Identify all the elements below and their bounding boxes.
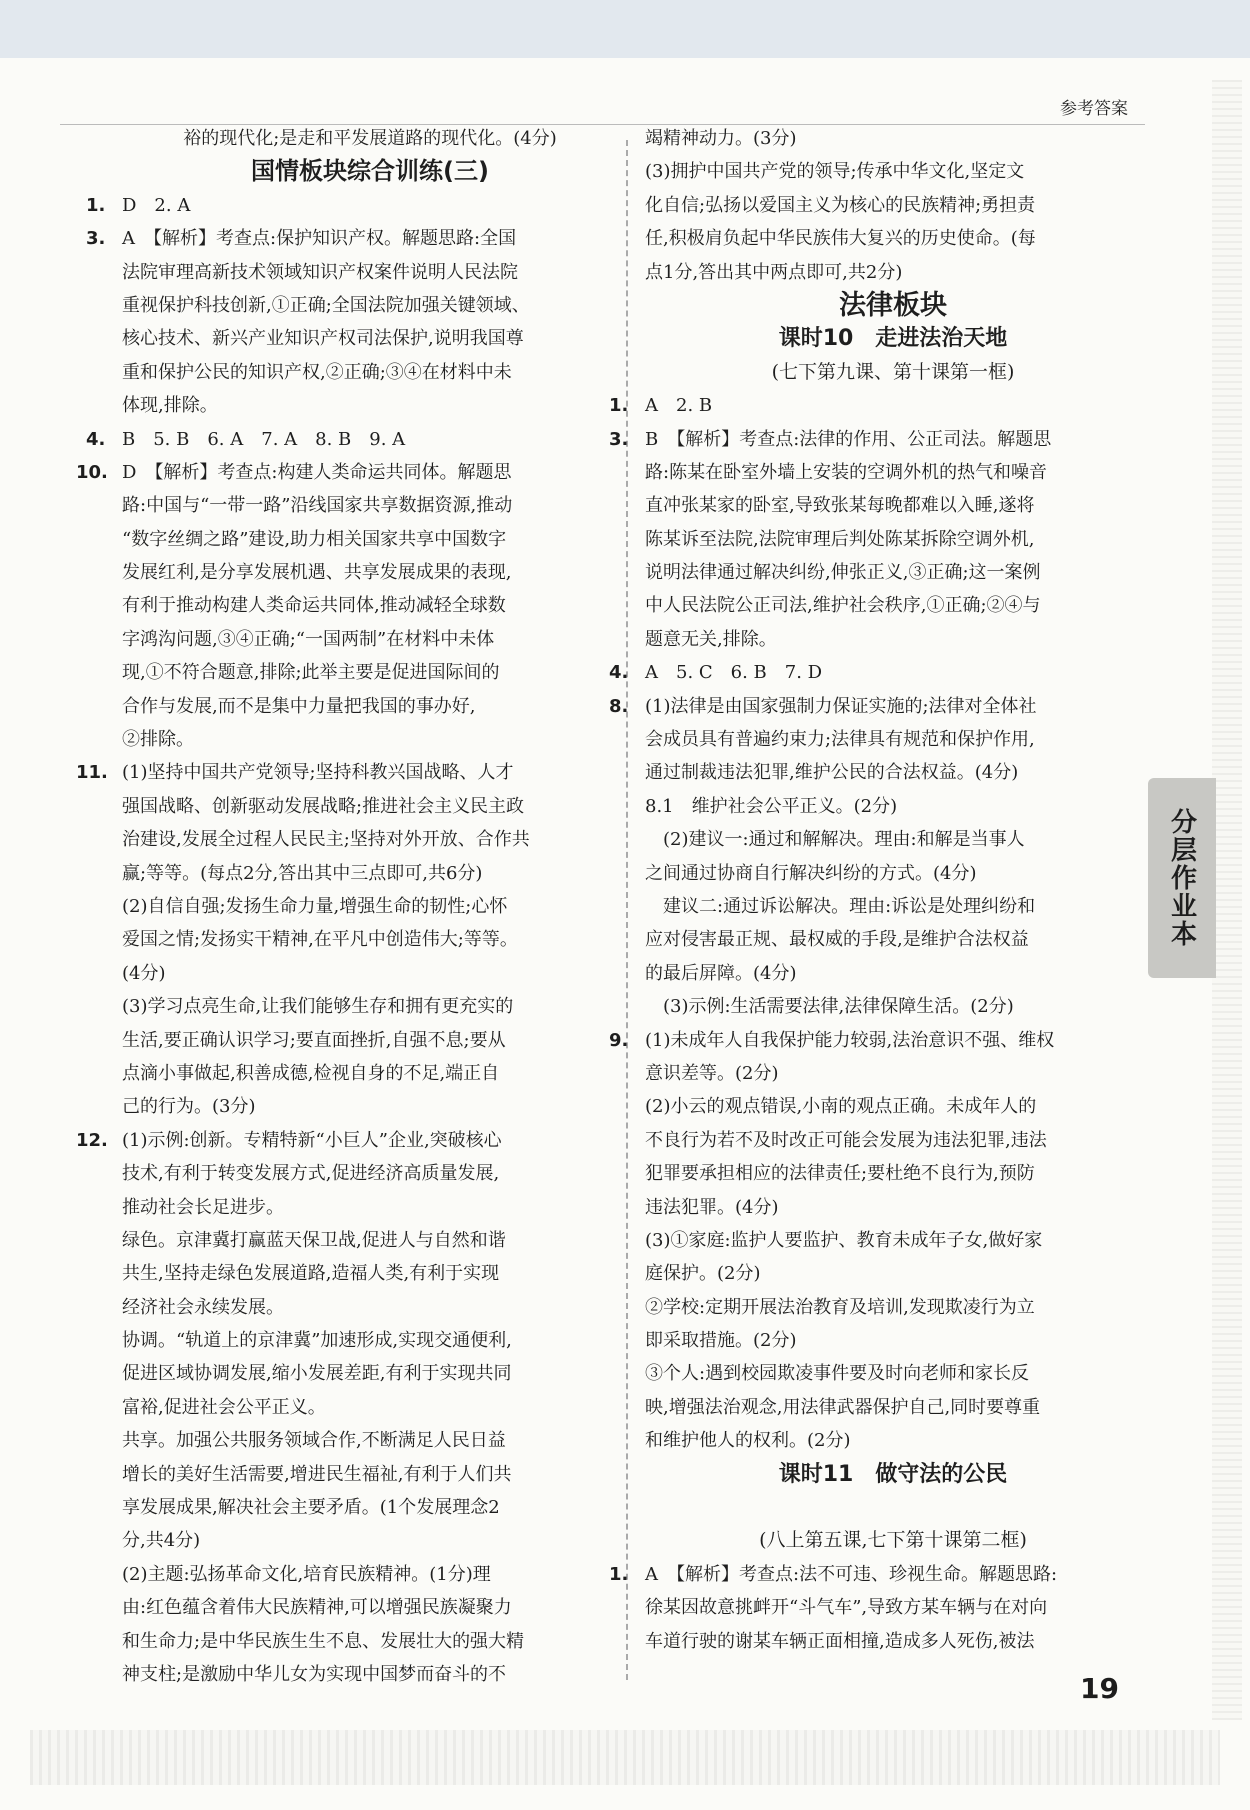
line-text: D 【解析】考查点:构建人类命运共同体。解题思 [122,461,512,483]
text-line [86,222,618,255]
line-text: (3)示例:生活需要法律,法律保障生活。(2分) [645,996,1014,1018]
line-text: 任,积极肩负起中华民族伟大复兴的历史使命。(每 [645,228,1036,250]
text-line [122,890,618,923]
line-text: 字鸿沟问题,③④正确;“一国两制”在材料中未体 [122,628,495,650]
question-number: 10. [76,461,108,483]
line-text: 意识差等。(2分) [645,1062,779,1084]
text-line [645,322,1141,355]
line-text: (3)①家庭:监护人要监护、教育未成年子女,做好家 [645,1229,1043,1251]
line-text: “数字丝绸之路”建设,助力相关国家共享中国数字 [122,528,507,550]
text-line [645,1591,1141,1624]
text-line [645,1625,1141,1658]
text-line [645,1324,1141,1357]
line-text: (1)未成年人自我保护能力较弱,法治意识不强、维权 [645,1029,1055,1051]
question-number: 9. [609,1029,629,1051]
text-line [122,1658,618,1691]
left-column [76,122,618,1691]
line-text: 化自信;弘扬以爱国主义为核心的民族精神;勇担责 [645,194,1036,216]
line-text: 有利于推动构建人类命运共同体,推动减轻全球数 [122,595,506,617]
line-text: 爱国之情;发扬实干精神,在平凡中创造伟大;等等。 [122,929,518,951]
line-text: 题意无关,排除。 [645,628,777,650]
scan-top-band [0,0,1250,58]
text-line [609,423,1141,456]
text-line [76,756,618,789]
text-line [122,1324,618,1357]
text-line [645,589,1141,622]
text-line [122,589,618,622]
question-number: 1. [609,1563,629,1585]
text-line [645,823,1141,856]
text-line [609,389,1141,422]
line-text: 核心技术、新兴产业知识产权司法保护,说明我国尊 [122,328,524,350]
line-text: 8.1 维护社会公平正义。(2分) [645,795,898,817]
text-line [609,1024,1141,1057]
line-text: A 2. B [645,395,713,417]
line-text: B 【解析】考查点:法律的作用、公正司法。解题思 [645,428,1052,450]
line-text: 课时10 走进法治天地 [778,326,1008,352]
line-text: (4分) [122,962,166,984]
line-text: (3)学习点亮生命,让我们能够生存和拥有更充实的 [122,996,514,1018]
text-line [645,1458,1141,1491]
line-text: 神支柱;是激励中华儿女为实现中国梦而奋斗的不 [122,1663,507,1685]
text-line [645,990,1141,1023]
line-text: 不良行为若不及时改正可能会发展为违法犯罪,违法 [645,1129,1047,1151]
text-line [122,556,618,589]
line-text: 路:中国与“一带一路”沿线国家共享数据资源,推动 [122,495,513,517]
question-number: 8. [609,695,629,717]
line-text: 和维护他人的权利。(2分) [645,1430,851,1452]
line-text: 直冲张某家的卧室,导致张某每晚都难以入睡,遂将 [645,495,1035,517]
text-line [122,389,618,422]
text-line [122,723,618,756]
line-text: 映,增强法治观念,用法律武器保护自己,同时要尊重 [645,1396,1041,1418]
line-text: 促进区域协调发展,缩小发展差距,有利于实现共同 [122,1363,512,1385]
line-text: B 5. B 6. A 7. A 8. B 9. A [122,428,406,450]
text-line [645,1124,1141,1157]
page-header-title: 参考答案 [1060,99,1128,119]
text-line [645,1157,1141,1190]
line-text: 犯罪要承担相应的法律责任;要杜绝不良行为,预防 [645,1163,1035,1185]
text-line [609,690,1141,723]
text-line [122,1591,618,1624]
line-text: 共生,坚持走绿色发展道路,造福人类,有利于实现 [122,1263,500,1285]
line-text: (2)自信自强;发扬生命力量,增强生命的韧性;心怀 [122,895,508,917]
text-line [122,1625,618,1658]
text-line [645,623,1141,656]
line-text: 应对侵害最正规、最权威的手段,是维护合法权益 [645,929,1029,951]
line-text: 共享。加强公共服务领域合作,不断满足人民日益 [122,1430,506,1452]
text-line [122,857,618,890]
question-number: 4. [86,428,106,450]
line-text: 中人民法院公正司法,维护社会秩序,①正确;②④与 [645,595,1041,617]
line-text: 生活,要正确认识学习;要直面挫折,自强不息;要从 [122,1029,506,1051]
line-text: 竭精神动力。(3分) [645,128,797,149]
line-text: 建议二:通过诉讼解决。理由:诉讼是处理纠纷和 [645,895,1036,917]
line-text: (八上第五课,七下第十课第二框) [759,1529,1027,1552]
text-line [122,1524,618,1557]
text-line [609,656,1141,689]
line-text: 车道行驶的谢某车辆正面相撞,造成多人死伤,被法 [645,1630,1035,1652]
text-line [122,1357,618,1390]
text-line [645,122,1141,155]
line-text: 陈某诉至法院,法院审理后判处陈某拆除空调外机, [645,528,1035,550]
text-line [122,1424,618,1457]
text-line [122,1491,618,1524]
line-text: 己的行为。(3分) [122,1096,256,1118]
text-line [122,1191,618,1224]
text-line [122,1458,618,1491]
text-line [645,222,1141,255]
text-line [122,489,618,522]
text-line [122,356,618,389]
text-line [122,256,618,289]
line-text: 发展红利,是分享发展机遇、共享发展成果的表现, [122,562,512,584]
text-line [645,923,1141,956]
text-line [122,1157,618,1190]
text-line [645,790,1141,823]
text-line [645,1191,1141,1224]
line-text: A 【解析】考查点:法不可违、珍视生命。解题思路: [645,1563,1058,1585]
line-text: 国情板块综合训练(三) [251,157,489,186]
line-text: 协调。“轨道上的京津冀”加速形成,实现交通便利, [122,1330,512,1352]
question-number: 11. [76,762,108,784]
text-line [645,957,1141,990]
column-divider [626,140,628,1680]
text-line [122,790,618,823]
text-line [645,1391,1141,1424]
text-line [645,857,1141,890]
page-number: 19 [1080,1672,1119,1705]
text-line [609,1558,1141,1591]
text-line [76,456,618,489]
text-line [645,523,1141,556]
line-text: 法律板块 [839,289,947,321]
question-number: 4. [609,662,629,684]
line-text: A 【解析】考查点:保护知识产权。解题思路:全国 [122,228,517,250]
text-line [122,1257,618,1290]
text-line [122,1090,618,1123]
line-text: 赢;等等。(每点2分,答出其中三点即可,共6分) [122,862,483,884]
text-line [122,1558,618,1591]
text-line [86,423,618,456]
line-text: (2)建议一:通过和解解决。理由:和解是当事人 [645,829,1025,851]
line-text: 强国战略、创新驱动发展战略;推进社会主义民主政 [122,795,525,817]
question-number: 1. [609,395,629,417]
text-line [122,623,618,656]
text-line [122,1057,618,1090]
text-line [645,1224,1141,1257]
line-text: 技术,有利于转变发展方式,促进经济高质量发展, [122,1163,500,1185]
text-line [122,1391,618,1424]
line-text: 通过制裁违法犯罪,维护公民的合法权益。(4分) [645,762,1019,784]
text-line [122,1291,618,1324]
text-line [122,990,618,1023]
line-text: ②排除。 [122,729,194,751]
line-text: (1)法律是由国家强制力保证实施的;法律对全体社 [645,695,1037,717]
text-line [645,890,1141,923]
line-text: 的最后屏障。(4分) [645,962,797,984]
text-line [645,1257,1141,1290]
line-text: (1)示例:创新。专精特新“小巨人”企业,突破核心 [122,1129,502,1151]
line-text: 裕的现代化;是走和平发展道路的现代化。(4分) [183,128,557,149]
line-text: (3)拥护中国共产党的领导;传承中华文化,坚定文 [645,161,1025,183]
line-text: 合作与发展,而不是集中力量把我国的事办好, [122,695,476,717]
text-line [122,122,618,155]
line-text: A 5. C 6. B 7. D [645,662,823,684]
text-line [645,155,1141,188]
line-text: 享发展成果,解决社会主要矛盾。(1个发展理念2 [122,1497,500,1519]
text-line [122,289,618,322]
line-text: 分,共4分) [122,1530,201,1552]
line-text: 现,①不符合题意,排除;此举主要是促进国际间的 [122,662,500,684]
text-line [645,256,1141,289]
line-text: 之间通过协商自行解决纠纷的方式。(4分) [645,862,977,884]
text-line [122,1024,618,1057]
scan-bottom-noise [30,1730,1220,1785]
line-text: (1)坚持中国共产党领导;坚持科教兴国战略、人才 [122,762,514,784]
text-line [122,523,618,556]
text-line [645,1291,1141,1324]
line-text: D 2. A [122,194,191,216]
line-text: 增长的美好生活需要,增进民生福祉,有利于人们共 [122,1463,512,1485]
text-line [122,923,618,956]
text-line [645,556,1141,589]
line-text: (2)主题:弘扬革命文化,培育民族精神。(1分)理 [122,1563,491,1585]
line-text: 庭保护。(2分) [645,1263,761,1285]
text-line [86,189,618,222]
text-line [645,189,1141,222]
line-text: (2)小云的观点错误,小南的观点正确。未成年人的 [645,1096,1037,1118]
text-line [122,155,618,188]
line-text: 经济社会永续发展。 [122,1296,284,1318]
text-line [122,656,618,689]
question-number: 1. [86,194,106,216]
text-line [645,456,1141,489]
line-text: 体现,排除。 [122,395,218,417]
scan-edge-noise [1212,80,1242,1720]
line-text: 富裕,促进社会公平正义。 [122,1396,326,1418]
line-text: 治建设,发展全过程人民民主;坚持对外开放、合作共 [122,829,530,851]
line-text: 即采取措施。(2分) [645,1330,797,1352]
line-text: 徐某因故意挑衅开“斗气车”,导致方某车辆与在对向 [645,1597,1048,1619]
text-line [122,1224,618,1257]
line-text: ③个人:遇到校园欺凌事件要及时向老师和家长反 [645,1363,1030,1385]
question-number: 3. [609,428,629,450]
line-text: 点滴小事做起,积善成德,检视自身的不足,端正自 [122,1062,500,1084]
text-line [645,1491,1141,1524]
line-text: 法院审理高新技术领域知识产权案件说明人民法院 [122,261,518,283]
line-text: 路:陈某在卧室外墙上安装的空调外机的热气和噪音 [645,461,1048,483]
right-column [609,122,1141,1658]
text-line [645,1357,1141,1390]
line-text: 重视保护科技创新,①正确;全国法院加强关键领域、 [122,294,530,316]
side-tab-label: 分层作业本 [1166,808,1197,948]
line-text: 和生命力;是中华民族生生不息、发展壮大的强大精 [122,1630,525,1652]
side-tab [1148,778,1216,978]
line-text: ②学校:定期开展法治教育及培训,发现欺凌行为立 [645,1296,1035,1318]
text-line [645,489,1141,522]
text-line [645,756,1141,789]
line-text: 由:红色蕴含着伟大民族精神,可以增强民族凝聚力 [122,1597,512,1619]
text-line [76,1124,618,1157]
text-line [645,1424,1141,1457]
text-line [645,723,1141,756]
line-text: 说明法律通过解决纠纷,伸张正义,③正确;这一案例 [645,562,1041,584]
text-line [122,322,618,355]
line-text: (七下第九课、第十课第一框) [771,360,1015,383]
line-text: 点1分,答出其中两点即可,共2分) [645,261,903,283]
line-text: 课时11 做守法的公民 [778,1461,1008,1487]
text-line [645,1057,1141,1090]
line-text: 推动社会长足进步。 [122,1196,284,1218]
text-line [122,823,618,856]
question-number: 12. [76,1129,108,1151]
line-text: 违法犯罪。(4分) [645,1196,779,1218]
text-line [645,289,1141,322]
text-line [645,356,1141,389]
text-line [122,957,618,990]
line-text: 重和保护公民的知识产权,②正确;③④在材料中未 [122,361,512,383]
line-text: 会成员具有普遍约束力;法律具有规范和保护作用, [645,729,1035,751]
text-line [645,1090,1141,1123]
question-number: 3. [86,228,106,250]
text-line [645,1524,1141,1557]
line-text: 绿色。京津冀打赢蓝天保卫战,促进人与自然和谐 [122,1229,506,1251]
text-line [122,690,618,723]
